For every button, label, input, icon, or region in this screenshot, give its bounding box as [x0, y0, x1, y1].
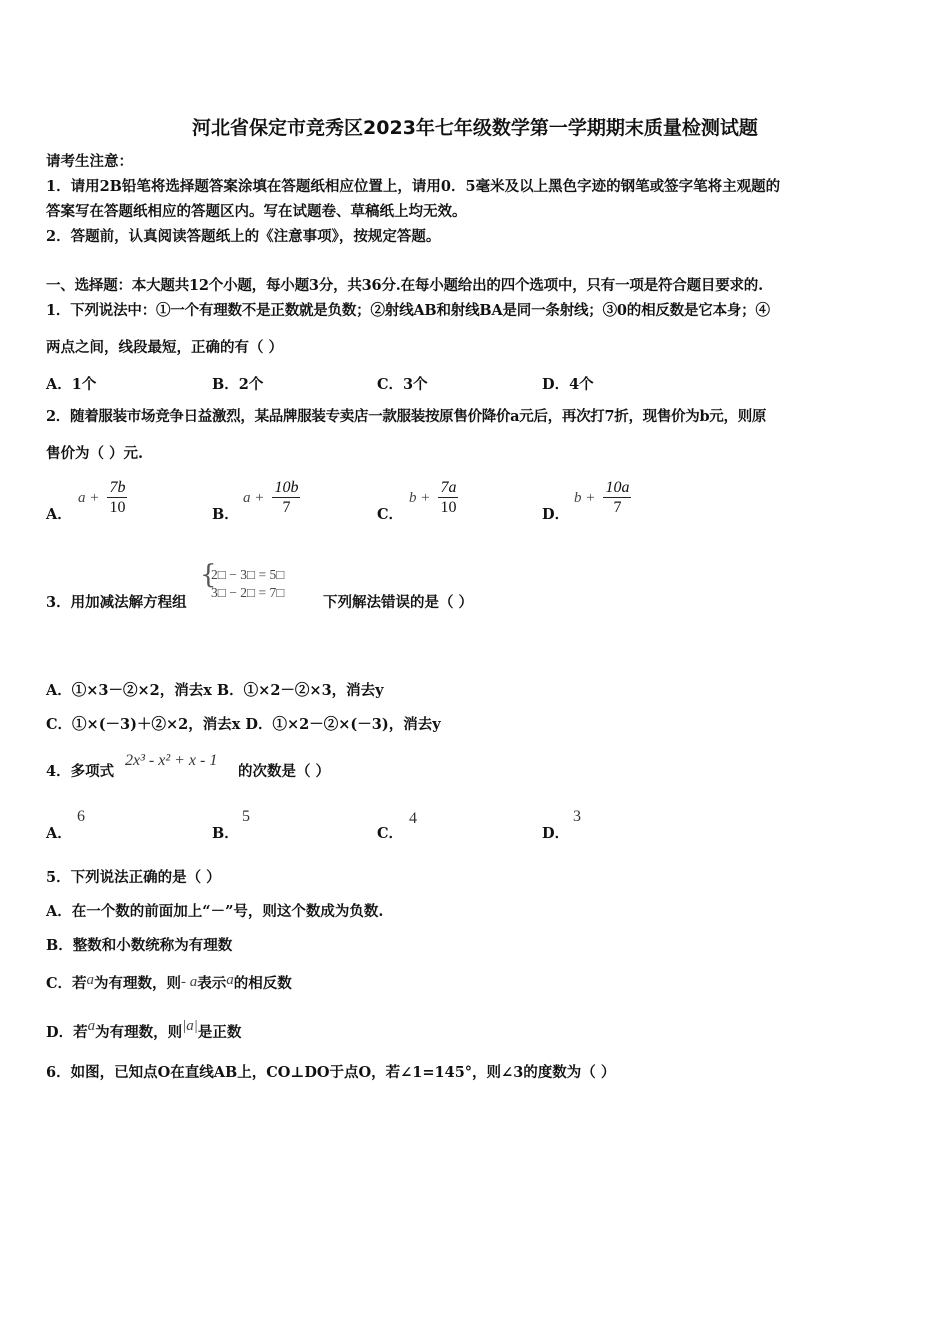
q2-d-lead: b +: [574, 490, 596, 506]
q3-options-ab: A．①×3－②×2，消去x B．①×2－②×3，消去y: [46, 682, 384, 699]
q5-d-text-2: 为有理数，则: [95, 1024, 183, 1041]
q3-stem-suffix: 下列解法错误的是（ ）: [323, 594, 474, 611]
q2-a-fraction: [107, 478, 127, 517]
q2-a-lead: a +: [78, 490, 100, 506]
q3-system-brace: {: [200, 560, 217, 590]
q2-c-fraction: [438, 478, 458, 517]
q4-option-c-label: C．: [377, 825, 404, 842]
q2-b-lead: a +: [243, 490, 265, 506]
q3-stem-prefix: 3．用加减法解方程组: [46, 594, 187, 611]
q4-stem-suffix: 的次数是（ ）: [238, 763, 331, 780]
q4-option-d-label: D．: [542, 825, 570, 842]
q5-c-neg-a: - a: [181, 974, 198, 990]
q4-option-b-value: 5: [242, 808, 250, 825]
q4-stem-prefix: 4．多项式: [46, 763, 115, 780]
q2-d-fraction: [603, 478, 631, 517]
q4-option-a-label: A．: [46, 825, 72, 842]
q2-option-c-label: C．: [377, 506, 404, 523]
q4-polynomial: 2x³ - x² + x - 1: [125, 752, 218, 769]
q1-stem-line2: 两点之间，线段最短，正确的有（ ）: [46, 339, 284, 356]
q4-option-d-value: 3: [573, 808, 581, 825]
q2-option-b-expr: [243, 478, 300, 517]
q1-option-b: B．2个: [212, 376, 264, 393]
q5-c-var-a: a: [86, 972, 95, 988]
q2-d-denominator: 7: [613, 499, 622, 516]
q2-b-fraction: [272, 478, 300, 517]
q2-stem-line2: 售价为（ ）元.: [46, 445, 144, 462]
q2-stem-line1: 2．随着服装市场竞争日益激烈，某品牌服装专卖店一款服装按原售价降价a元后，再次打7折，现售价为b元，则原: [46, 408, 767, 425]
q5-stem: 5．下列说法正确的是（ ）: [46, 869, 221, 886]
q2-a-denominator: 10: [109, 499, 126, 516]
q5-d-var-a: a: [87, 1018, 96, 1034]
q2-c-numerator: 7a: [440, 479, 457, 496]
q3-equation-1: 2□ − 3□ = 5□: [211, 567, 285, 582]
q3-equation-2: 3□ − 2□ = 7□: [211, 585, 285, 600]
q1-option-a: A．1个: [46, 376, 97, 393]
q1-option-d: D．4个: [542, 376, 594, 393]
q2-d-numerator: 10a: [605, 479, 630, 496]
q5-c-text-2: 为有理数，则: [94, 975, 182, 992]
section-heading: 一、选择题：本大题共12个小题，每小题3分，共36分.在每小题给出的四个选项中，只有一项是符合题目要求的.: [46, 277, 763, 294]
q2-option-a-expr: [78, 478, 127, 517]
notice-line-2: 2．答题前，认真阅读答题纸上的《注意事项》，按规定答题。: [46, 228, 441, 245]
q2-b-denominator: 7: [282, 499, 291, 516]
q2-c-lead: b +: [409, 490, 431, 506]
q2-a-numerator: 7b: [109, 479, 126, 496]
q2-option-d-label: D．: [542, 506, 570, 523]
q4-option-c-value: 4: [409, 810, 417, 827]
q5-d-abs-a: |a|: [182, 1018, 198, 1034]
q2-option-c-expr: [409, 478, 458, 517]
q1-option-c: C．3个: [377, 376, 428, 393]
notice-line-1b: 答案写在答题纸相应的答题区内。写在试题卷、草稿纸上均无效。: [46, 203, 467, 220]
q4-option-a-value: 6: [77, 808, 85, 825]
q5-option-a: A．在一个数的前面加上“－”号，则这个数成为负数.: [46, 903, 384, 920]
q2-c-denominator: 10: [440, 499, 457, 516]
notice-line-1a: 1．请用2B铅笔将选择题答案涂填在答题纸相应位置上，请用0．5毫米及以上黑色字迹的钢笔或签字笔将主观题的: [46, 178, 781, 195]
q6-stem: 6．如图，已知点O在直线AB上，CO⊥DO于点O，若∠1=145°，则∠3的度数为（ ）: [46, 1064, 616, 1081]
notice-heading: 请考生注意：: [46, 153, 133, 170]
q2-b-numerator: 10b: [274, 479, 299, 496]
q5-option-d: [46, 1017, 241, 1042]
q5-d-text-1: D．若: [46, 1024, 88, 1041]
q5-c-text-1: C．若: [46, 975, 87, 992]
page-title: 河北省保定市竞秀区2023年七年级数学第一学期期末质量检测试题: [192, 117, 758, 139]
q5-c-text-4: 的相反数: [233, 975, 292, 992]
q2-option-b-label: B．: [212, 506, 239, 523]
q2-option-d-expr: [574, 478, 631, 517]
q5-option-b: B．整数和小数统称为有理数: [46, 937, 233, 954]
q3-options-cd: C．①×(－3)＋②×2，消去x D．①×2－②×(－3)，消去y: [46, 716, 441, 733]
q2-option-a-label: A．: [46, 506, 72, 523]
q5-option-c: [46, 971, 292, 993]
q1-stem-line1: 1．下列说法中：①一个有理数不是正数就是负数；②射线AB和射线BA是同一条射线；③0的相反数是它本身；④: [46, 302, 770, 319]
q5-c-text-3: 表示: [197, 975, 227, 992]
q4-option-b-label: B．: [212, 825, 239, 842]
q5-d-text-3: 是正数: [197, 1024, 242, 1041]
q5-c-var-a2: a: [226, 972, 234, 988]
